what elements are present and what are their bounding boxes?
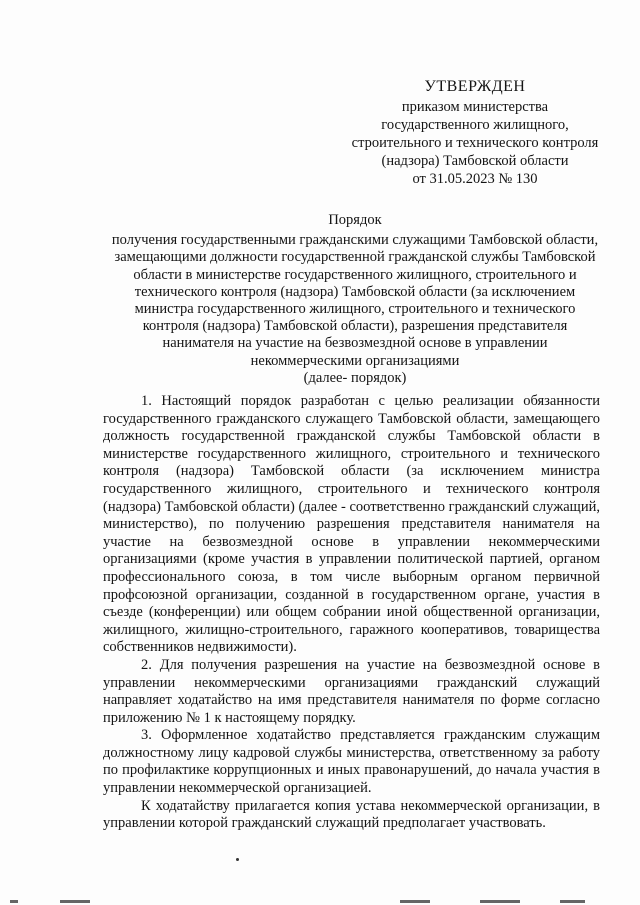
title-line: нанимателя на участие на безвозмездной основе в управлении [162, 335, 548, 352]
document-title-block [95, 212, 615, 387]
approved-label: УТВЕРЖДЕН [424, 78, 526, 95]
approval-stamp-block [330, 78, 620, 188]
title-line: министра государственного жилищного, строительного и технического [134, 301, 576, 318]
paragraph-2: 2. Для получения разрешения на участие на безвозмездной основе в управлении некоммерческими организациями гражданский служащий направляет ходатайство на имя представителя нанимателя по форме согласно приложению № 1 к настоящему порядку. [103, 656, 600, 726]
title-line: технического контроля (надзора) Тамбовской области (за исключением [134, 283, 576, 300]
paragraph-4: К ходатайству прилагается копия устава некоммерческой организации, в управлении которой гражданский служащий предполагает участвовать. [103, 797, 600, 832]
scan-mark [60, 900, 90, 903]
scan-speck [236, 858, 239, 861]
title-line: замещающими должности государственной гражданской службы Тамбовской [114, 249, 596, 266]
document-heading: Порядок [328, 212, 382, 228]
title-line: (далее- порядок) [303, 369, 407, 386]
paragraph-3: 3. Оформленное ходатайство представляется гражданским служащим должностному лицу кадровой службы министерства, ответственному за работу по профилактике коррупционных и иных правонарушений, до начала участия в управлении некоммерческой организацией. [103, 727, 600, 797]
title-line: некоммерческими организациями [250, 352, 460, 369]
title-line: контроля (надзора) Тамбовской области), разрешения представителя [142, 318, 568, 335]
approval-line: (надзора) Тамбовской области [381, 153, 569, 169]
document-body [103, 393, 600, 833]
approval-line: приказом министерства [401, 99, 549, 115]
title-line: получения государственными гражданскими служащими Тамбовской области, [111, 232, 599, 249]
scan-mark [480, 900, 520, 903]
paragraph-1: 1. Настоящий порядок разработан с целью реализации обязанности государственного гражданского служащего Тамбовской области, замещающего должность государственной гражданской службы Тамбовской области в министерстве государственного жилищного, строительного и технического контроля (надзора) Тамбовской области (за исключением министра государственного жилищного, строительного и технического контроля (надзора) Тамбовской области) (далее - соответственно гражданский служащий, министерство), по получению разрешения представителя нанимателя на участие на безвозмездной основе в управлении некоммерческими организациями (кроме участия в управлении политической партией, органом профессионального союза, в том числе выборным органом первичной профсоюзной организации, созданной в государственном органе, участия в съезде (конференции) или общем собрании иной общественной организации, жилищного, жилищно-строительного, гаражного кооперативов, товарищества собственников недвижимости). [103, 393, 600, 656]
title-line: области в министерстве государственного жилищного, строительного и [133, 266, 577, 283]
approval-line: государственного жилищного, [381, 117, 569, 133]
scan-mark [560, 900, 585, 903]
scan-edge-marks [0, 898, 640, 905]
approval-date-line: от 31.05.2023 № 130 [412, 171, 538, 187]
scan-mark [10, 900, 18, 903]
approval-line: строительного и технического контроля [351, 135, 599, 151]
scan-mark [400, 900, 430, 903]
